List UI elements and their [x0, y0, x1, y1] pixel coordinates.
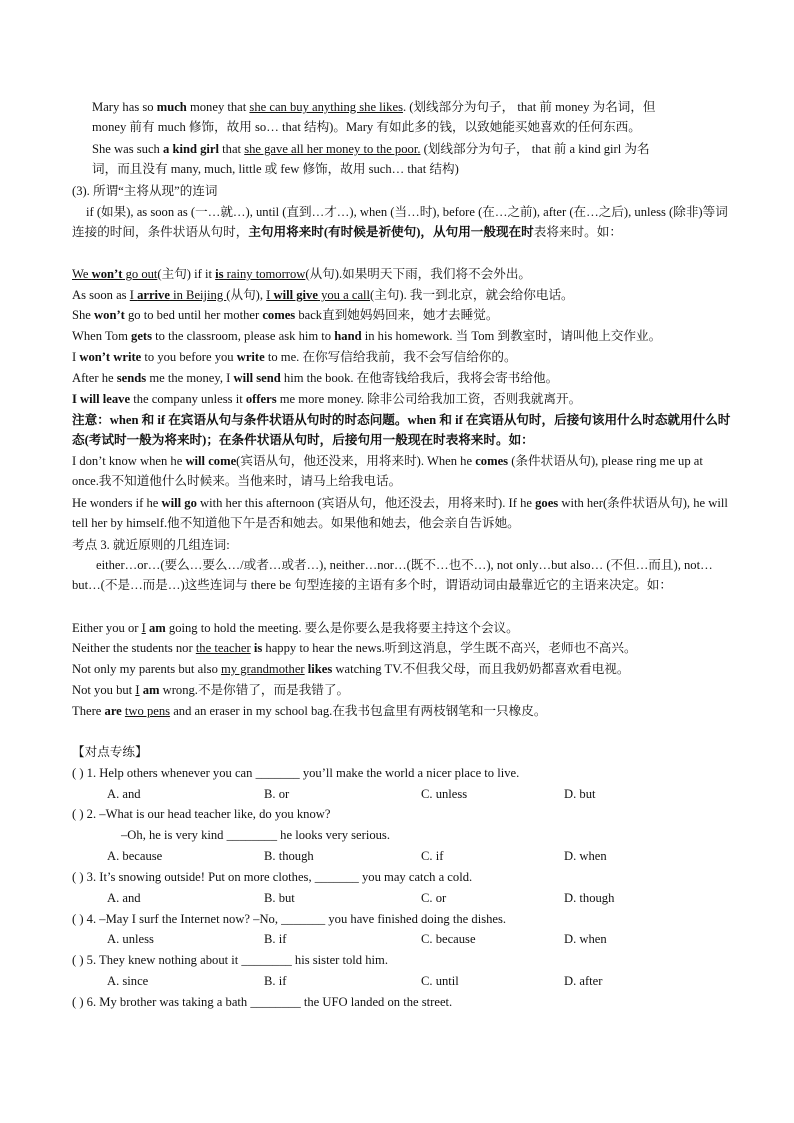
- bold-text: is: [215, 267, 224, 281]
- bold-text: likes: [307, 662, 333, 676]
- answer-option: C. unless: [421, 787, 468, 801]
- section-heading: (3). 所谓“主将从现”的连词: [72, 184, 218, 198]
- text: (条件状语从句), please ring me up at once.我不知道他什么时候来。当他来时，请马上给我电话。: [72, 454, 703, 488]
- bold-text: won’t: [94, 308, 125, 322]
- underlined-text: I: [266, 288, 274, 302]
- example-sentence: [72, 285, 732, 305]
- text: Not only my parents but also: [72, 662, 222, 676]
- bold-text: comes: [475, 454, 509, 468]
- answer-option: C. until: [421, 974, 459, 988]
- text: (主句) if it: [157, 267, 216, 281]
- answer-option: B. though: [264, 849, 314, 863]
- text: (划线部分为句子， that 前 a kind girl 为名: [420, 142, 650, 156]
- text: She: [72, 308, 95, 322]
- underlined-text: rainy tomorrow: [223, 267, 306, 281]
- text: He wonders if he: [72, 496, 162, 510]
- bold-text: am: [148, 621, 166, 635]
- text: She was such: [92, 142, 164, 156]
- text: the company unless it: [130, 392, 246, 406]
- text: go to bed until her mother: [124, 308, 263, 322]
- note-example: [72, 493, 732, 533]
- mary-example-explanation: money 前有 much 修饰，故用 so… that 结构)。Mary 有如此多的钱，以致她能买她喜欢的任何东西。: [92, 120, 641, 134]
- text: back直到她妈妈回来，她才去睡觉。: [295, 308, 499, 322]
- note-paragraph: 注意：when 和 if 在宾语从句与条件状语从句时的时态问题。when 和 if 在宾语从句时，后接句该用什么时态就用什么时态(考试时一般为将来时)；在条件状语从句时，后接句用一般现在时表将来时。如：: [72, 413, 731, 447]
- bold-text: comes: [262, 308, 296, 322]
- example-sentence: [72, 659, 732, 679]
- bold-text: 主句用将来时(有时候是祈使句)，从句用一般现在时: [248, 225, 534, 239]
- example-sentence: [72, 264, 732, 284]
- answer-option: B. if: [264, 974, 287, 988]
- bold-text: a kind girl: [163, 142, 220, 156]
- text: (从句),: [226, 288, 267, 302]
- underlined-text: I: [135, 683, 140, 697]
- text: money that: [186, 100, 250, 114]
- text: happy to hear the news.听到这消息，学生既不高兴，老师也不高兴。: [262, 641, 637, 655]
- text: with her this afternoon (宾语从句，他还没去，用将来时). If he: [196, 496, 536, 510]
- example-sentence: [72, 701, 732, 721]
- bold-text: won’t: [91, 267, 123, 281]
- text: and an eraser in my school bag.在我书包盒里有两枝钢笔和一只橡皮。: [170, 704, 547, 718]
- text: Neither the students nor: [72, 641, 196, 655]
- answer-option: B. but: [264, 891, 295, 905]
- underlined-text: in Beijing: [169, 288, 227, 302]
- example-sentence: [72, 618, 732, 638]
- answer-option: D. when: [564, 932, 607, 946]
- answer-option: D. but: [564, 787, 596, 801]
- text: When Tom: [72, 329, 132, 343]
- text: Either you or: [72, 621, 142, 635]
- text: After he: [72, 371, 117, 385]
- bold-text: offers: [245, 392, 277, 406]
- answer-option: A. and: [107, 891, 141, 905]
- text: As soon as: [72, 288, 130, 302]
- she-example-explanation: 词，而且没有 many, much, little 或 few 修饰，故用 such… that 结构): [92, 162, 459, 176]
- bold-text: will send: [233, 371, 281, 385]
- underlined-text: go out: [122, 267, 158, 281]
- text: Mary has so: [92, 100, 157, 114]
- answer-option: C. if: [421, 849, 444, 863]
- text: going to hold the meeting. 要么是你要么是我将要主持这个会议。: [165, 621, 519, 635]
- bold-text: goes: [535, 496, 559, 510]
- bold-text: hand: [334, 329, 362, 343]
- text: Not you but: [72, 683, 136, 697]
- text: . (划线部分为句子， that 前 money 为名词，但: [402, 100, 656, 114]
- mary-example-line: [92, 97, 732, 117]
- question-stem: ( ) 1. Help others whenever you can _______ you’ll make the world a nicer place to live.: [72, 766, 520, 780]
- example-sentence: [72, 389, 732, 409]
- underlined-text: the teacher: [195, 641, 251, 655]
- bold-text: I will leave: [72, 392, 131, 406]
- answer-option: D. when: [564, 849, 607, 863]
- example-sentence: [72, 305, 732, 325]
- text: him the book. 在他寄钱给我后，我将会寄书给他。: [280, 371, 559, 385]
- underlined-text: she gave all her money to the poor.: [244, 142, 421, 156]
- text: to the classroom, please ask him to: [152, 329, 335, 343]
- text: I don’t know when he: [72, 454, 186, 468]
- answer-option: D. after: [564, 974, 603, 988]
- bold-text: will go: [161, 496, 197, 510]
- question-stem: ( ) 6. My brother was taking a bath ________ the UFO landed on the street.: [72, 995, 453, 1009]
- note-example: [72, 451, 732, 491]
- bold-text: sends: [116, 371, 147, 385]
- underlined-text: I: [141, 621, 146, 635]
- bold-text: will come: [185, 454, 237, 468]
- section-body: [72, 202, 732, 242]
- underlined-text: my grandmother: [221, 662, 305, 676]
- answer-option: B. or: [264, 787, 290, 801]
- answer-option: C. or: [421, 891, 447, 905]
- question-stem-continuation: –Oh, he is very kind ________ he looks very serious.: [121, 828, 390, 842]
- example-sentence: [72, 638, 732, 658]
- text: me the money, I: [146, 371, 234, 385]
- point-heading: 考点 3. 就近原则的几组连词:: [72, 538, 230, 552]
- bold-text: are: [104, 704, 122, 718]
- text: There: [72, 704, 105, 718]
- underlined-text: I: [129, 288, 138, 302]
- text: to me. 在你写信给我前，我不会写信给你的。: [264, 350, 517, 364]
- text: that: [219, 142, 245, 156]
- underlined-text: you a call: [317, 288, 371, 302]
- text: I: [72, 350, 80, 364]
- answer-option: A. because: [107, 849, 163, 863]
- bold-text: won’t write: [79, 350, 142, 364]
- answer-option: C. because: [421, 932, 476, 946]
- text: to you before you: [141, 350, 237, 364]
- bold-text: arrive: [137, 288, 170, 302]
- text: 表将来时。如：: [533, 225, 622, 239]
- answer-option: A. unless: [107, 932, 154, 946]
- text: with her(条件状语从句), he will tell her by himself.他不知道他下午是否和她去。如果他和她去，他会亲自告诉她。: [72, 496, 728, 530]
- answer-option: D. though: [564, 891, 615, 905]
- text: (宾语从句，他还没来，用将来时). When he: [236, 454, 476, 468]
- practice-heading: 【对点专练】: [72, 745, 148, 759]
- bold-text: much: [156, 100, 187, 114]
- bold-text: gets: [131, 329, 153, 343]
- underlined-text: two pens: [124, 704, 171, 718]
- she-example-line: [92, 139, 732, 159]
- answer-option: B. if: [264, 932, 287, 946]
- example-sentence: [72, 347, 732, 367]
- question-stem: ( ) 3. It’s snowing outside! Put on more clothes, _______ you may catch a cold.: [72, 870, 473, 884]
- text: (主句). 我一到北京，就会给你电话。: [370, 288, 574, 302]
- bold-text: write: [236, 350, 265, 364]
- bold-text: is: [253, 641, 263, 655]
- point-body: either…or…(要么…要么…/或者…或者…), neither…nor…(既不…也不…), not only…but also… (不但…而且), not…but…(不是…而是…)这些连词与 there be 句型连接的主语有多个时，谓语动词由最靠近它的主语来决定。如：: [72, 558, 713, 592]
- answer-option: A. since: [107, 974, 149, 988]
- text: in his homework. 当 Tom 到教室时，请叫他上交作业。: [361, 329, 662, 343]
- text: (从句).如果明天下雨，我们将不会外出。: [305, 267, 532, 281]
- example-sentence: [72, 680, 732, 700]
- answer-option: A. and: [107, 787, 141, 801]
- question-stem: ( ) 4. –May I surf the Internet now? –No, _______ you have finished doing the dishes.: [72, 912, 507, 926]
- example-sentence: [72, 326, 732, 346]
- question-stem: ( ) 2. –What is our head teacher like, do you know?: [72, 807, 331, 821]
- text: me more money. 除非公司给我加工资，否则我就离开。: [276, 392, 582, 406]
- underlined-text: she can buy anything she likes: [249, 100, 403, 114]
- question-stem: ( ) 5. They knew nothing about it ________ his sister told him.: [72, 953, 388, 967]
- bold-text: will give: [273, 288, 318, 302]
- bold-text: am: [142, 683, 160, 697]
- text: wrong.不是你错了，而是我错了。: [159, 683, 350, 697]
- underlined-text: We: [72, 267, 92, 281]
- text: watching TV.不但我父母，而且我奶奶都喜欢看电视。: [332, 662, 630, 676]
- text: if (如果), as soon as (一…就…), until (直到…才…), when (当…时), before (在…之前), after (在…之后), unless (除非)等词连接的时间，条件状语从句时，: [72, 205, 728, 239]
- example-sentence: [72, 368, 732, 388]
